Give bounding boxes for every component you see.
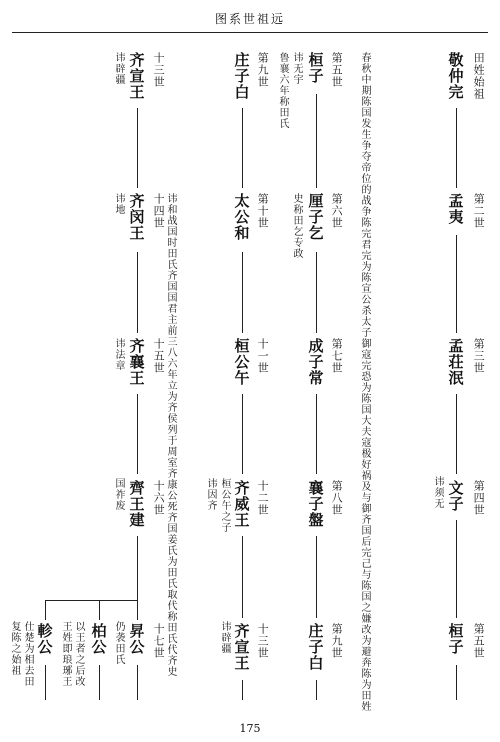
- ancestor-name: 柏公: [89, 623, 108, 655]
- gen-label: 十六世: [152, 480, 166, 516]
- ancestor-name: 桓子: [306, 52, 325, 84]
- ancestor-name: 厘子乞: [306, 193, 325, 241]
- ancestor-note: 讳须无: [432, 476, 443, 509]
- gen-label: 十七世: [152, 623, 166, 659]
- lineage-line: [242, 680, 243, 700]
- ancestor-name: 齊王建: [127, 480, 146, 528]
- gen-label: 十三世: [256, 623, 270, 659]
- lineage-line: [316, 680, 317, 700]
- gen-label: 第九世: [256, 52, 270, 88]
- ancestor-note: 讳辟疆: [219, 621, 230, 654]
- ancestor-name: 軫公: [35, 623, 54, 655]
- ancestor-note: 讳和战国时田氏齐国国君主前三八六年立为齐侯列于周室齐康公死齐国姜氏为田氏取代称田氏代齐史: [165, 193, 176, 677]
- gen-label: 第九世: [330, 623, 344, 659]
- gen-label: 十二世: [256, 480, 270, 516]
- ancestor-note: 讳辟疆: [113, 52, 124, 85]
- gen-label: 田姓始祖: [472, 52, 486, 100]
- gen-label: 十三世: [152, 52, 166, 88]
- ancestor-name: 孟夷: [446, 193, 465, 225]
- gen-label: 第三世: [472, 338, 486, 374]
- ancestor-name: 齐闵王: [127, 193, 146, 241]
- ancestor-name: 齐襄王: [127, 338, 146, 386]
- ancestor-note: 讳因齐: [205, 478, 216, 511]
- ancestor-name: 桓子: [446, 623, 465, 655]
- lineage-line: [242, 394, 243, 474]
- lineage-line: [45, 600, 46, 620]
- lineage-line: [456, 665, 457, 700]
- lineage-line: [137, 394, 138, 474]
- ancestor-name: 昇公: [127, 623, 146, 655]
- lineage-line: [137, 665, 138, 700]
- lineage-line: [316, 536, 317, 618]
- lineage-line: [316, 252, 317, 333]
- ancestor-name: 桓公午: [232, 338, 251, 386]
- ancestor-note: 讳法章: [113, 338, 124, 371]
- lineage-line: [99, 600, 100, 620]
- gen-label: 十五世: [152, 338, 166, 374]
- ancestor-name: 齐宣王: [232, 623, 251, 671]
- ancestor-name: 襄子盤: [306, 480, 325, 528]
- ancestor-note: 仍袭田氏: [113, 621, 124, 665]
- lineage-line: [316, 94, 317, 188]
- lineage-line: [456, 108, 457, 188]
- gen-label: 第七世: [330, 338, 344, 374]
- lineage-line: [137, 600, 138, 620]
- ancestor-name: 敬仲完: [446, 52, 465, 100]
- gen-label: 十一世: [256, 338, 270, 374]
- ancestor-name: 文子: [446, 480, 465, 512]
- gen-label: 第五世: [330, 52, 344, 88]
- lineage-line: [456, 235, 457, 333]
- ancestor-note: 以王者之后改: [73, 621, 84, 687]
- ancestor-name: 太公和: [232, 193, 251, 241]
- ancestor-note: 仕楚为相去田: [22, 621, 33, 687]
- lineage-line: [99, 665, 100, 700]
- gen-label: 第二世: [472, 193, 486, 229]
- lineage-line: [45, 665, 46, 700]
- gen-label: 第五世: [472, 623, 486, 659]
- gen-label: 第四世: [472, 480, 486, 516]
- lineage-line: [137, 536, 138, 600]
- top-rule: [12, 32, 488, 33]
- ancestor-name: 齐威王: [232, 480, 251, 528]
- ancestor-note: 鲁襄六年称田氏: [277, 52, 288, 129]
- lineage-line: [456, 520, 457, 618]
- ancestor-note: 史称田乞专政: [291, 193, 302, 259]
- ancestor-name: 庄子白: [232, 52, 251, 100]
- gen-label: 第八世: [330, 480, 344, 516]
- gen-label: 第十世: [256, 193, 270, 229]
- gen-label: 十四世: [152, 193, 166, 229]
- lineage-line: [242, 108, 243, 188]
- ancestor-note: 讳地: [113, 193, 124, 215]
- lineage-line: [456, 394, 457, 474]
- ancestor-note: 王姓即琅琊王: [60, 621, 71, 687]
- ancestor-note: 春秋中期陈国发生争夺帝位的战争陈完君完为陈宣公杀太子御寇完恐为陈国大夫寇极好祸及与御齐国后完己与陈国之嫌改为避奔陈为田姓: [359, 52, 370, 712]
- lineage-line: [242, 536, 243, 618]
- lineage-line: [137, 252, 138, 333]
- lineage-line: [242, 252, 243, 333]
- gen-label: 第六世: [330, 193, 344, 229]
- ancestor-name: 成子常: [306, 338, 325, 386]
- ancestor-note: 国祚废: [113, 478, 124, 511]
- page-number: 175: [239, 722, 261, 735]
- ancestor-note: 讳无宇: [291, 52, 302, 85]
- lineage-line: [316, 394, 317, 474]
- ancestor-note: 复陈之始祖: [9, 621, 20, 676]
- ancestor-name: 齐宣王: [127, 52, 146, 100]
- ancestor-name: 庄子白: [306, 623, 325, 671]
- page-header: 图系世祖远: [214, 12, 285, 26]
- ancestor-note: 桓公午之子: [219, 478, 230, 533]
- lineage-line: [137, 108, 138, 188]
- ancestor-name: 孟荘泯: [446, 338, 465, 386]
- branch-connector: [45, 600, 137, 601]
